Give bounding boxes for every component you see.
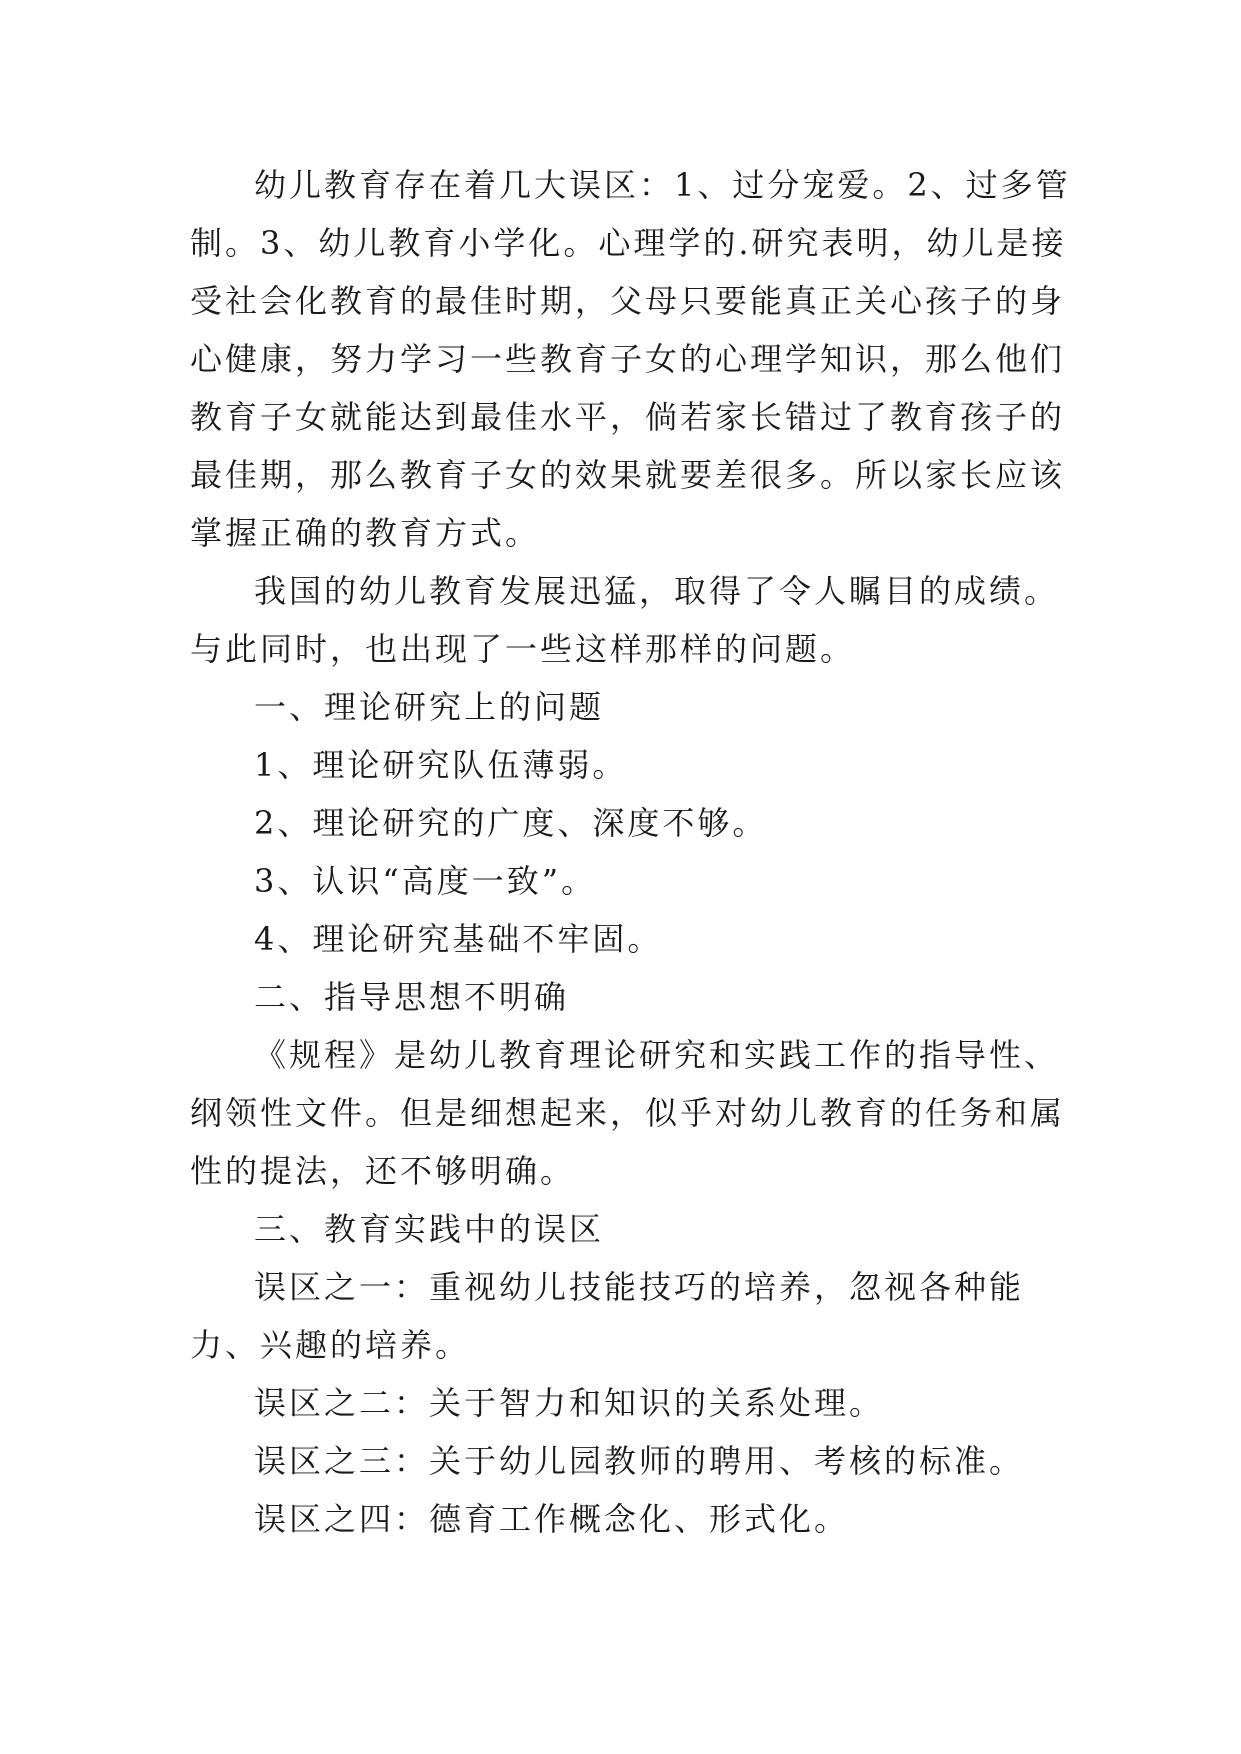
section-heading-guidance: 二、指导思想不明确 <box>254 978 570 1016</box>
list-item-misconception-1: 误区之一：重视幼儿技能技巧的培养，忽视各种能力、兴趣的培养。 <box>190 1268 1025 1364</box>
section-heading-practice: 三、教育实践中的误区 <box>254 1210 605 1248</box>
section-heading-theory: 一、理论研究上的问题 <box>254 688 605 726</box>
paragraph-intro-misconceptions: 幼儿教育存在着几大误区：1、过分宠爱。2、过多管制。3、幼儿教育小学化。心理学的.研究表明，幼儿是接受社会化教育的最佳时期，父母只要能真正关心孩子的身心健康，努力学习一些教育子女的心理学知识，那么他们教育子女就能达到最佳水平，倘若家长错过了教育孩子的最佳期，那么教育子女的效果就要差很多。所以家长应该掌握正确的教育方式。 <box>190 166 1071 552</box>
list-item-misconception-2: 误区之二：关于智力和知识的关系处理。 <box>254 1384 885 1422</box>
document-body <box>190 156 1090 1548</box>
list-item-theory-2: 2、理论研究的广度、深度不够。 <box>254 804 768 842</box>
list-item-misconception-3: 误区之三：关于幼儿园教师的聘用、考核的标准。 <box>254 1442 1025 1480</box>
paragraph-regulations: 《规程》是幼儿教育理论研究和实践工作的指导性、纲领性文件。但是细想起来，似乎对幼儿教育的任务和属性的提法，还不够明确。 <box>190 1036 1066 1190</box>
list-item-theory-3: 3、认识“高度一致”。 <box>254 862 597 900</box>
list-item-theory-4: 4、理论研究基础不牢固。 <box>254 920 663 958</box>
list-item-theory-1: 1、理论研究队伍薄弱。 <box>254 746 628 784</box>
paragraph-development: 我国的幼儿教育发展迅猛，取得了令人瞩目的成绩。与此同时，也出现了一些这样那样的问题。 <box>190 572 1060 668</box>
list-item-misconception-4: 误区之四：德育工作概念化、形式化。 <box>254 1500 850 1538</box>
